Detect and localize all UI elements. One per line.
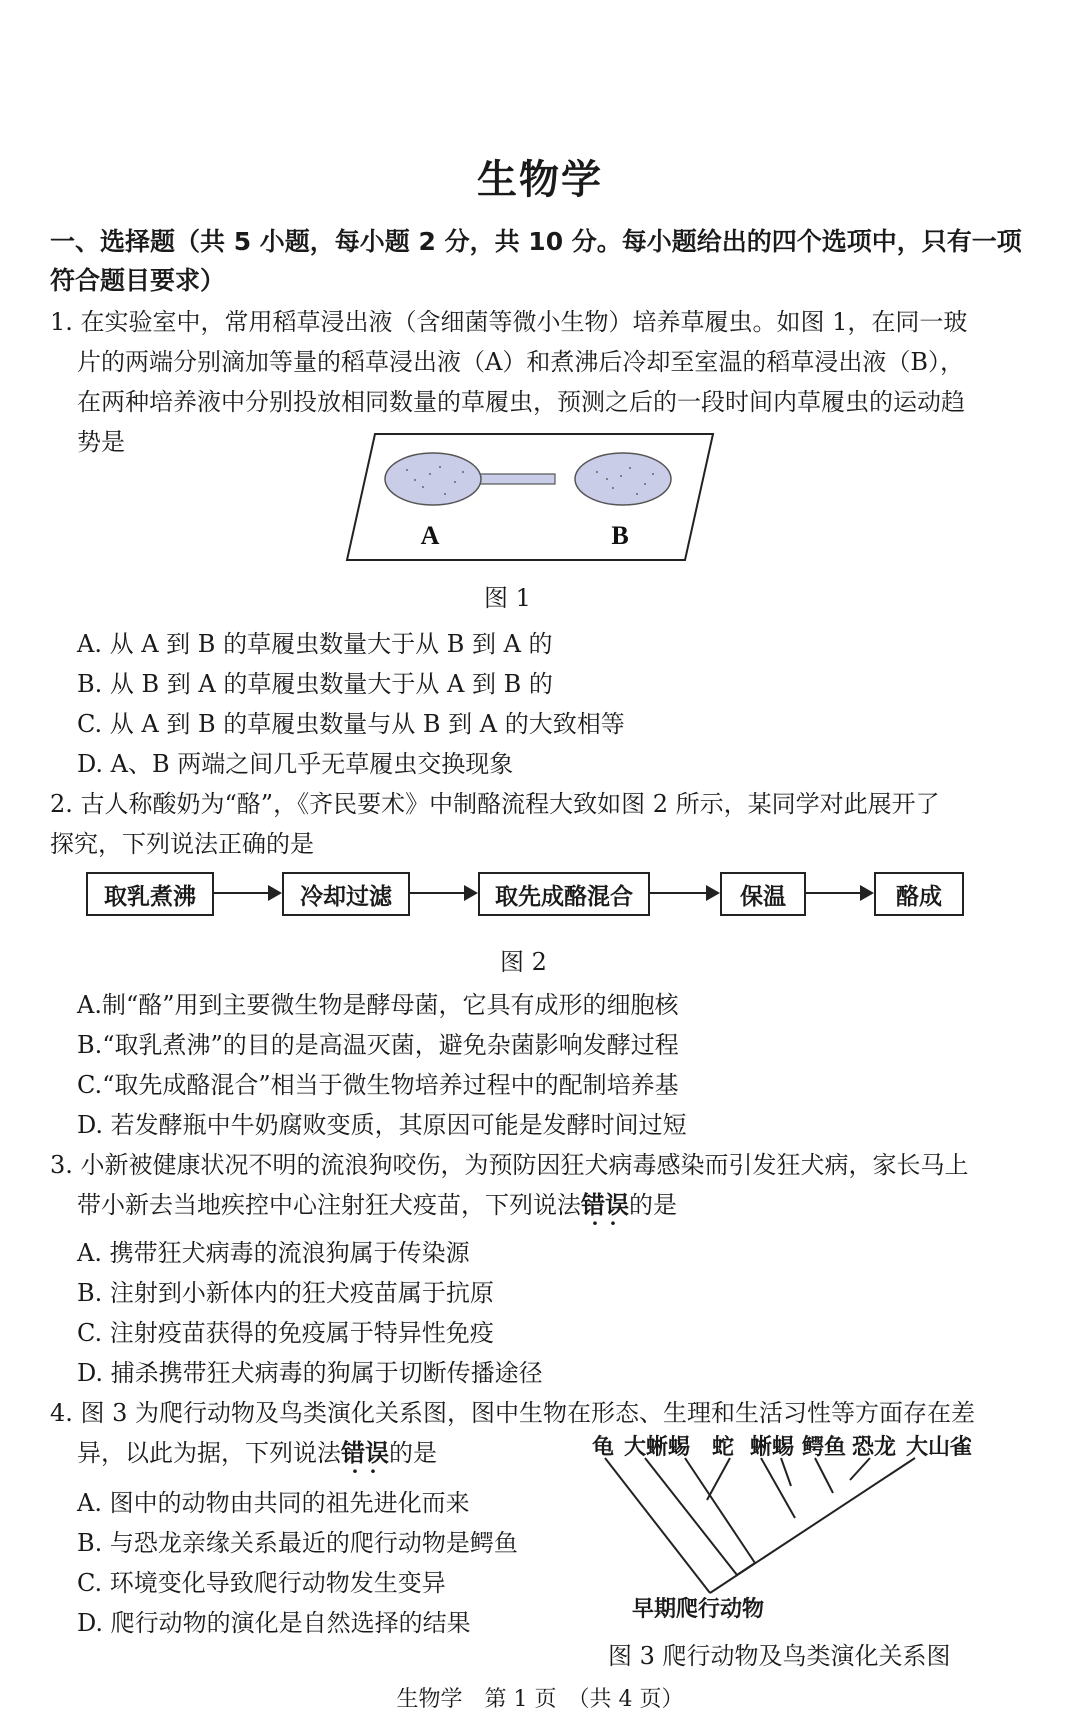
branch-snake: [707, 1458, 730, 1500]
drop-b: [575, 453, 671, 505]
q4-stem-line2: [77, 1433, 437, 1468]
q2-stem-line1: 2. 古人称酸奶为“酪”，《齐民要术》中制酪流程大致如图 2 所示，某同学对此展开了: [50, 790, 940, 818]
section-heading-line1: 一、选择题（共 5 小题，每小题 2 分，共 10 分。每小题给出的四个选项中，只有一项: [50, 227, 1022, 256]
taxon-lizard: 蜥蜴: [750, 1435, 795, 1460]
q1-stem-line3: 在两种培养液中分别投放相同数量的草履虫，预测之后的一段时间内草履虫的运动趋: [77, 388, 965, 416]
q4-stem-post: 的是: [389, 1439, 437, 1467]
taxon-tuatara: 大蜥蜴: [624, 1435, 691, 1460]
branch-crocodile: [761, 1458, 795, 1518]
drop-a: [385, 453, 481, 505]
q3-stem-line1: 3. 小新被健康状况不明的流浪狗咬伤，为预防因狂犬病毒感染而引发狂犬病，家长马上: [50, 1151, 969, 1179]
q2-option-a: A.制“酪”用到主要微生物是酵母菌，它具有成形的细胞核: [77, 991, 679, 1019]
q2-stem-line2: 探究，下列说法正确的是: [50, 830, 314, 858]
q3-option-b: B. 注射到小新体内的狂犬疫苗属于抗原: [77, 1279, 494, 1307]
branch-dinosaur: [815, 1458, 833, 1493]
branch-great-tit: [850, 1458, 870, 1480]
section-heading-line2: 符合题目要求）: [50, 266, 226, 295]
flow-arrow-1: [214, 892, 280, 894]
q1-stem-line1: 1. 在实验室中，常用稻草浸出液（含细菌等微小生物）培养草履虫。如图 1，在同一玻: [50, 308, 968, 336]
q4-option-b: B. 与恐龙亲缘关系最近的爬行动物是鳄鱼: [77, 1529, 518, 1557]
slide-diagram: [345, 432, 715, 562]
q1-option-d: D. A、B 两端之间几乎无草履虫交换现象: [77, 750, 514, 778]
q4-emphasis-word: 错误 · ·: [341, 1438, 389, 1467]
q1-option-b: B. 从 B 到 A 的草履虫数量大于从 A 到 B 的: [77, 670, 553, 698]
figure2-caption: 图 2: [500, 948, 547, 976]
taxon-turtle: 龟: [592, 1435, 615, 1460]
q1-stem-line4: 势是: [77, 428, 125, 456]
flow-step-1: 取乳煮沸: [86, 872, 214, 916]
q4-option-a: A. 图中的动物由共同的祖先进化而来: [77, 1489, 470, 1517]
label-b: B: [611, 521, 629, 550]
q1-option-c: C. 从 A 到 B 的草履虫数量与从 B 到 A 的大致相等: [77, 710, 625, 738]
label-a: A: [420, 521, 440, 550]
flow-step-3: 取先成酪混合: [478, 872, 650, 916]
flow-step-5: 酪成: [874, 872, 964, 916]
branch-turtle: [605, 1458, 710, 1593]
flow-step-2: 冷却过滤: [282, 872, 410, 916]
q1-option-a: A. 从 A 到 B 的草履虫数量大于从 B 到 A 的: [77, 630, 553, 658]
q1-stem-line2: 片的两端分别滴加等量的稻草浸出液（A）和煮沸后冷却至室温的稻草浸出液（B），: [77, 348, 964, 376]
q3-emphasis-word: 错误 · ·: [581, 1190, 629, 1219]
flow-arrow-3: [650, 892, 718, 894]
taxon-snake: 蛇: [712, 1435, 735, 1460]
q3-option-c: C. 注射疫苗获得的免疫属于特异性免疫: [77, 1319, 494, 1347]
figure3-caption: 图 3 爬行动物及鸟类演化关系图: [608, 1642, 951, 1670]
flow-arrow-2: [410, 892, 476, 894]
q3-option-d: D. 捕杀携带狂犬病毒的狗属于切断传播途径: [77, 1359, 543, 1387]
taxon-great-tit: 大山雀: [906, 1435, 973, 1460]
flow-arrow-4: [806, 892, 872, 894]
taxon-crocodile: 鳄鱼: [802, 1435, 847, 1460]
q4-option-c: C. 环境变化导致爬行动物发生变异: [77, 1569, 446, 1597]
q2-option-d: D. 若发酵瓶中牛奶腐败变质，其原因可能是发酵时间过短: [77, 1111, 687, 1139]
taxon-dinosaur: 恐龙: [852, 1435, 897, 1460]
q3-stem-line2: [77, 1185, 677, 1220]
figure1-caption: 图 1: [484, 584, 531, 612]
q4-stem-pre: 异，以此为据，下列说法: [77, 1439, 341, 1467]
q2-option-b: B.“取乳煮沸”的目的是高温灭菌，避免杂菌影响发酵过程: [77, 1031, 679, 1059]
q4-stem-line1: 4. 图 3 为爬行动物及鸟类演化关系图，图中生物在形态、生理和生活习性等方面存在差: [50, 1399, 976, 1427]
flow-step-4: 保温: [720, 872, 806, 916]
q3-stem-post: 的是: [629, 1191, 677, 1219]
page-footer: 生物学 第 1 页 （共 4 页）: [396, 1687, 684, 1712]
page-title: 生物学: [477, 157, 603, 203]
q3-option-a: A. 携带狂犬病毒的流浪狗属于传染源: [77, 1239, 470, 1267]
branch-snake-lizard: [685, 1458, 755, 1563]
tree-root-label: 早期爬行动物: [632, 1597, 765, 1622]
q3-stem-pre: 带小新去当地疾控中心注射狂犬疫苗，下列说法: [77, 1191, 581, 1219]
q2-option-c: C.“取先成酪混合”相当于微生物培养过程中的配制培养基: [77, 1071, 679, 1099]
q4-option-d: D. 爬行动物的演化是自然选择的结果: [77, 1609, 471, 1637]
